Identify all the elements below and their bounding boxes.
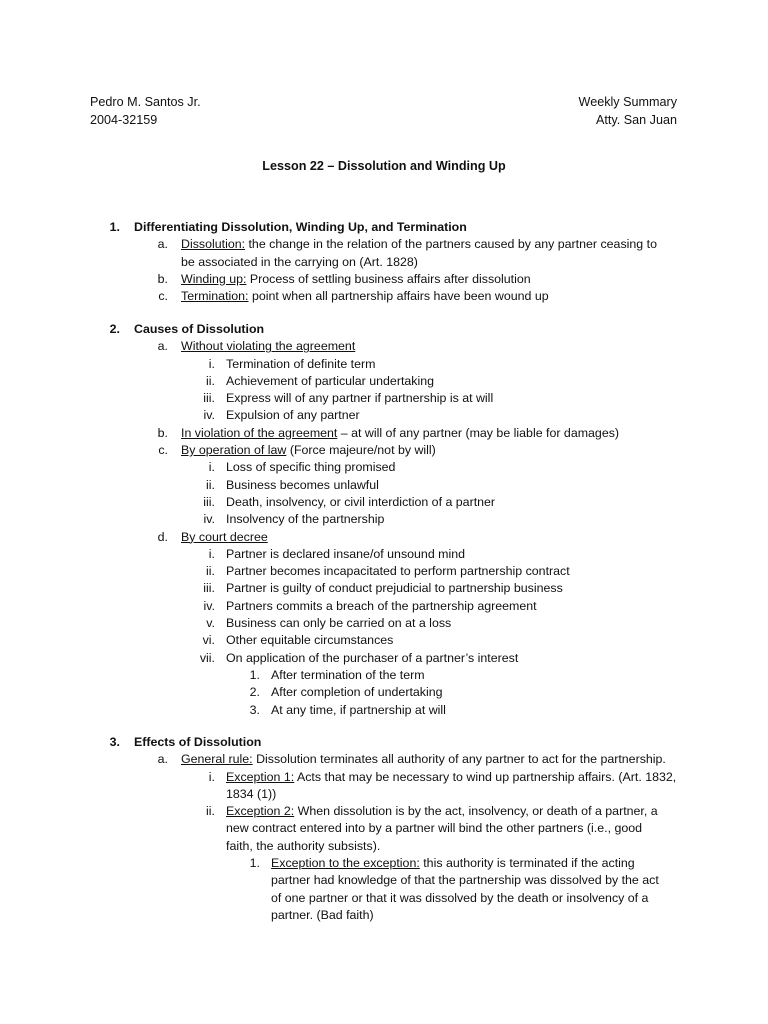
outline-row — [0, 838, 768, 855]
list-marker: a. — [157, 237, 168, 252]
item-text: After completion of undertaking — [271, 685, 443, 700]
list-marker: 1. — [109, 220, 120, 234]
outline-text — [181, 288, 549, 305]
outline-section — [0, 321, 768, 719]
item-text: Partner is guilty of conduct prejudicial to partnership business — [226, 581, 563, 596]
item-text: – at will of any partner (may be liable for damages) — [337, 425, 620, 440]
list-marker: ii. — [206, 564, 215, 579]
list-marker: 1. — [249, 667, 260, 682]
term-label: By court decree — [181, 529, 268, 544]
outline-row — [0, 734, 768, 751]
outline-row — [0, 769, 768, 786]
item-text: faith, the authority subsists). — [226, 838, 381, 853]
item-text: (Force majeure/not by will) — [286, 443, 436, 458]
item-text: When dissolution is by the act, insolvency, or death of a partner, a — [294, 804, 658, 819]
section-heading: Effects of Dissolution — [134, 735, 262, 749]
outline-row — [0, 872, 768, 889]
outline-row — [0, 890, 768, 907]
item-text: Express will of any partner if partnership is at will — [226, 391, 494, 406]
term-label: By operation of law — [181, 443, 287, 458]
outline-text — [226, 803, 658, 820]
outline-row — [0, 442, 768, 459]
outline-text — [226, 786, 276, 803]
lesson-title: Lesson 22 – Dissolution and Winding Up — [262, 159, 506, 173]
outline-row — [0, 615, 768, 632]
list-marker: v. — [206, 616, 215, 631]
outline-text — [226, 820, 642, 837]
list-marker: ii. — [206, 804, 215, 819]
list-marker: iv. — [203, 512, 215, 527]
item-text: Expulsion of any partner — [226, 408, 360, 423]
document-type: Weekly Summary — [578, 95, 677, 109]
item-text: partner. (Bad faith) — [271, 907, 374, 922]
list-marker: i. — [208, 460, 215, 475]
term-label: Termination: — [181, 289, 249, 304]
list-marker: iii. — [203, 494, 215, 509]
outline-row — [0, 477, 768, 494]
outline-text — [181, 254, 418, 271]
outline-row — [0, 511, 768, 528]
list-marker: i. — [208, 356, 215, 371]
outline-row — [0, 390, 768, 407]
outline-text — [226, 838, 380, 855]
list-marker: 1. — [249, 856, 260, 871]
section-heading: Differentiating Dissolution, Winding Up, and Termination — [134, 220, 467, 234]
item-text: Partners commits a breach of the partnership agreement — [226, 598, 537, 613]
outline-row — [0, 907, 768, 924]
outline-text — [226, 407, 360, 424]
outline-row — [0, 425, 768, 442]
outline-text — [226, 615, 451, 632]
outline-row — [0, 667, 768, 684]
item-text: 1834 (1)) — [226, 786, 277, 801]
item-text: of one partner or that it was dissolved by the death or insolvency of a — [271, 890, 649, 905]
outline-row — [0, 459, 768, 476]
list-marker: 3. — [109, 735, 120, 749]
outline-text — [226, 459, 395, 476]
list-marker: d. — [157, 529, 168, 544]
outline-row — [0, 219, 768, 236]
outline-row — [0, 803, 768, 820]
outline-row — [0, 338, 768, 355]
item-text: partner had knowledge of that the partnership was dissolved by the act — [271, 873, 659, 888]
term-label: General rule: — [181, 752, 253, 767]
outline-text — [226, 477, 379, 494]
item-text: Achievement of particular undertaking — [226, 373, 435, 388]
list-marker: b. — [157, 425, 168, 440]
outline-row — [0, 271, 768, 288]
outline-row — [0, 288, 768, 305]
outline-text — [226, 563, 570, 580]
outline-text — [226, 373, 434, 390]
list-marker: b. — [157, 271, 168, 286]
outline-row — [0, 855, 768, 872]
term-label: Without violating the agreement — [181, 339, 356, 354]
outline-row — [0, 751, 768, 768]
item-text: Acts that may be necessary to wind up partnership affairs. (Art. 1832, — [294, 769, 677, 784]
outline-row — [0, 563, 768, 580]
item-text: new contract entered into by a partner will bind the other partners (i.e., good — [226, 821, 643, 836]
item-text: Partner is declared insane/of unsound mind — [226, 546, 466, 561]
list-marker: 3. — [249, 702, 260, 717]
outline-row — [0, 356, 768, 373]
list-marker: 2. — [109, 322, 120, 336]
list-marker: ii. — [206, 373, 215, 388]
item-text: At any time, if partnership at will — [271, 702, 446, 717]
item-text: point when all partnership affairs have been wound up — [248, 289, 549, 304]
outline-row — [0, 236, 768, 253]
outline-text — [181, 425, 619, 442]
list-marker: iii. — [203, 581, 215, 596]
item-text: Process of settling business affairs after dissolution — [246, 271, 531, 286]
term-label: Exception 2: — [226, 804, 295, 819]
outline-section — [0, 734, 768, 924]
outline-row — [0, 702, 768, 719]
item-text: Dissolution terminates all authority of any partner to act for the partnership. — [252, 752, 666, 767]
outline-row — [0, 373, 768, 390]
section-heading: Causes of Dissolution — [134, 322, 265, 336]
outline-row — [0, 632, 768, 649]
list-marker: iii. — [203, 391, 215, 406]
outline-text — [226, 511, 384, 528]
outline-row — [0, 650, 768, 667]
item-text: Business can only be carried on at a loss — [226, 616, 452, 631]
outline-text — [271, 702, 446, 719]
list-marker: iv. — [203, 408, 215, 423]
term-label: In violation of the agreement — [181, 425, 338, 440]
outline-text — [134, 321, 264, 338]
outline-text — [271, 855, 635, 872]
outline-text — [226, 494, 495, 511]
outline-row — [0, 598, 768, 615]
item-text: After termination of the term — [271, 667, 425, 682]
item-text: Death, insolvency, or civil interdiction of a partner — [226, 494, 496, 509]
outline-text — [271, 890, 648, 907]
student-name: Pedro M. Santos Jr. — [90, 95, 201, 109]
header-right — [579, 94, 677, 129]
outline-text — [181, 338, 355, 355]
outline-text — [181, 529, 268, 546]
term-label: Dissolution: — [181, 237, 246, 252]
outline-row — [0, 254, 768, 271]
list-marker: vi. — [202, 633, 215, 648]
outline-row — [0, 786, 768, 803]
student-id: 2004-32159 — [90, 112, 158, 127]
outline-row — [0, 494, 768, 511]
list-marker: 2. — [249, 685, 260, 700]
list-marker: c. — [158, 443, 168, 458]
outline-text — [181, 271, 531, 288]
item-text: Partner becomes incapacitated to perform partnership contract — [226, 564, 570, 579]
outline-text — [181, 236, 657, 253]
outline-row — [0, 529, 768, 546]
item-text: On application of the purchaser of a partner’s interest — [226, 650, 519, 665]
item-text: this authority is terminated if the acting — [419, 856, 635, 871]
outline-text — [226, 769, 676, 786]
outline-row — [0, 546, 768, 563]
item-text: Other equitable circumstances — [226, 633, 394, 648]
outline-text — [181, 751, 666, 768]
list-marker: i. — [208, 769, 215, 784]
list-marker: i. — [208, 546, 215, 561]
outline-text — [271, 684, 443, 701]
outline-text — [271, 667, 425, 684]
item-text: Business becomes unlawful — [226, 477, 379, 492]
list-marker: c. — [158, 289, 168, 304]
outline-row — [0, 684, 768, 701]
outline-row — [0, 321, 768, 338]
outline-text — [226, 598, 537, 615]
list-marker: a. — [157, 339, 168, 354]
outline-text — [226, 650, 518, 667]
term-label: Winding up: — [181, 271, 247, 286]
outline-text — [226, 580, 563, 597]
outline-text — [226, 546, 465, 563]
list-marker: ii. — [206, 477, 215, 492]
item-text: be associated in the carrying on (Art. 1828) — [181, 254, 418, 269]
list-marker: vii. — [199, 650, 215, 665]
list-marker: a. — [157, 752, 168, 767]
outline-row — [0, 580, 768, 597]
list-marker: iv. — [203, 598, 215, 613]
term-label: Exception to the exception: — [271, 856, 420, 871]
item-text: Loss of specific thing promised — [226, 460, 396, 475]
term-label: Exception 1: — [226, 769, 295, 784]
outline-text — [134, 734, 261, 751]
outline-row — [0, 820, 768, 837]
instructor-name: Atty. San Juan — [596, 112, 677, 127]
item-text: the change in the relation of the partners caused by any partner ceasing to — [245, 237, 657, 252]
outline-row — [0, 407, 768, 424]
outline-section — [0, 219, 768, 305]
outline-text — [226, 632, 393, 649]
outline-text — [226, 390, 493, 407]
header-left — [90, 94, 201, 129]
item-text: Insolvency of the partnership — [226, 512, 385, 527]
outline-text — [181, 442, 436, 459]
outline-text — [226, 356, 375, 373]
item-text: Termination of definite term — [226, 356, 376, 371]
outline-text — [134, 219, 467, 236]
outline-text — [271, 872, 659, 889]
outline-text — [271, 907, 374, 924]
